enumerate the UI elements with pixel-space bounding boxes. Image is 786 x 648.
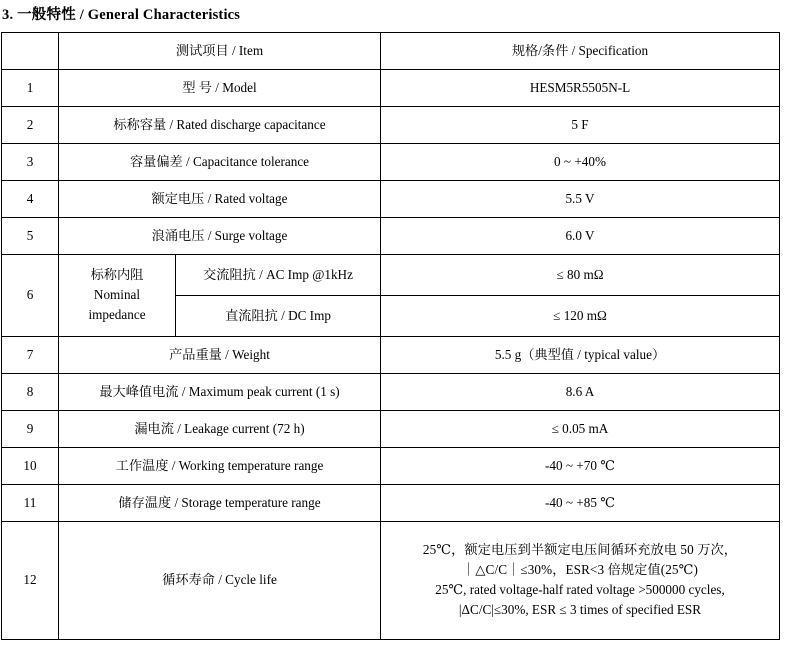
table-row-impedance-ac [2,254,780,295]
row-spec: 5.5 g（典型值 / typical value） [381,336,780,373]
row-index: 4 [2,180,59,217]
dc-impedance-spec: ≤ 120 mΩ [381,295,780,336]
cycle-life-line-1: 25℃，额定电压到半额定电压间循环充放电 50 万次， [422,542,738,558]
row-spec: 5.5 V [381,180,780,217]
row-item: 最大峰值电流 / Maximum peak current (1 s) [59,373,381,410]
row-index: 11 [2,484,59,521]
row-item: 漏电流 / Leakage current (72 h) [59,410,381,447]
row-index: 5 [2,217,59,254]
table-row [2,336,780,373]
table-row [2,410,780,447]
row-spec: 8.6 A [381,373,780,410]
row-index: 10 [2,447,59,484]
table-row [2,69,780,106]
table-row [2,143,780,180]
table-row [2,373,780,410]
row-item: 储存温度 / Storage temperature range [59,484,381,521]
cycle-life-item: 循环寿命 / Cycle life [59,521,381,639]
table-header-row [2,32,780,69]
row-spec: 5 F [381,106,780,143]
row-index: 2 [2,106,59,143]
table-row [2,484,780,521]
row-spec: 6.0 V [381,217,780,254]
row-item: 浪涌电压 / Surge voltage [59,217,381,254]
ac-impedance-spec: ≤ 80 mΩ [381,254,780,295]
cycle-life-spec [381,521,780,639]
cycle-life-line-2: ｜△C/C｜≤30%，ESR<3 倍规定值(25℃) [462,562,698,578]
nominal-impedance-label-en-2: impedance [88,306,146,322]
row-index: 3 [2,143,59,180]
table-row [2,217,780,254]
header-index [2,32,59,69]
row-index: 12 [2,521,59,639]
row-spec: ≤ 0.05 mA [381,410,780,447]
nominal-impedance-label [59,254,176,336]
row-item: 容量偏差 / Capacitance tolerance [59,143,381,180]
ac-impedance-item: 交流阻抗 / AC Imp @1kHz [176,254,381,295]
row-spec: 0 ~ +40% [381,143,780,180]
table-row [2,447,780,484]
row-index: 8 [2,373,59,410]
row-item: 型 号 / Model [59,69,381,106]
cycle-life-line-4: |ΔC/C|≤30%, ESR ≤ 3 times of specified ESR [458,601,702,617]
general-characteristics-table [1,32,780,640]
row-index: 6 [2,254,59,336]
row-index: 9 [2,410,59,447]
row-item: 额定电压 / Rated voltage [59,180,381,217]
header-specification: 规格/条件 / Specification [381,32,780,69]
row-spec: -40 ~ +70 ℃ [381,447,780,484]
table-row-cycle-life [2,521,780,639]
table-row [2,106,780,143]
row-item: 工作温度 / Working temperature range [59,447,381,484]
nominal-impedance-label-zh: 标称内阻 [90,267,144,283]
header-item: 测试项目 / Item [59,32,381,69]
nominal-impedance-label-en-1: Nominal [93,287,141,303]
row-index: 7 [2,336,59,373]
row-item: 产品重量 / Weight [59,336,381,373]
dc-impedance-item: 直流阻抗 / DC Imp [176,295,381,336]
row-spec: -40 ~ +85 ℃ [381,484,780,521]
page-title: 3. 一般特性 / General Characteristics [2,7,241,23]
cycle-life-line-3: 25℃, rated voltage-half rated voltage >500000 cycles, [435,582,725,597]
table-row [2,180,780,217]
row-item: 标称容量 / Rated discharge capacitance [59,106,381,143]
row-spec: HESM5R5505N-L [381,69,780,106]
row-index: 1 [2,69,59,106]
